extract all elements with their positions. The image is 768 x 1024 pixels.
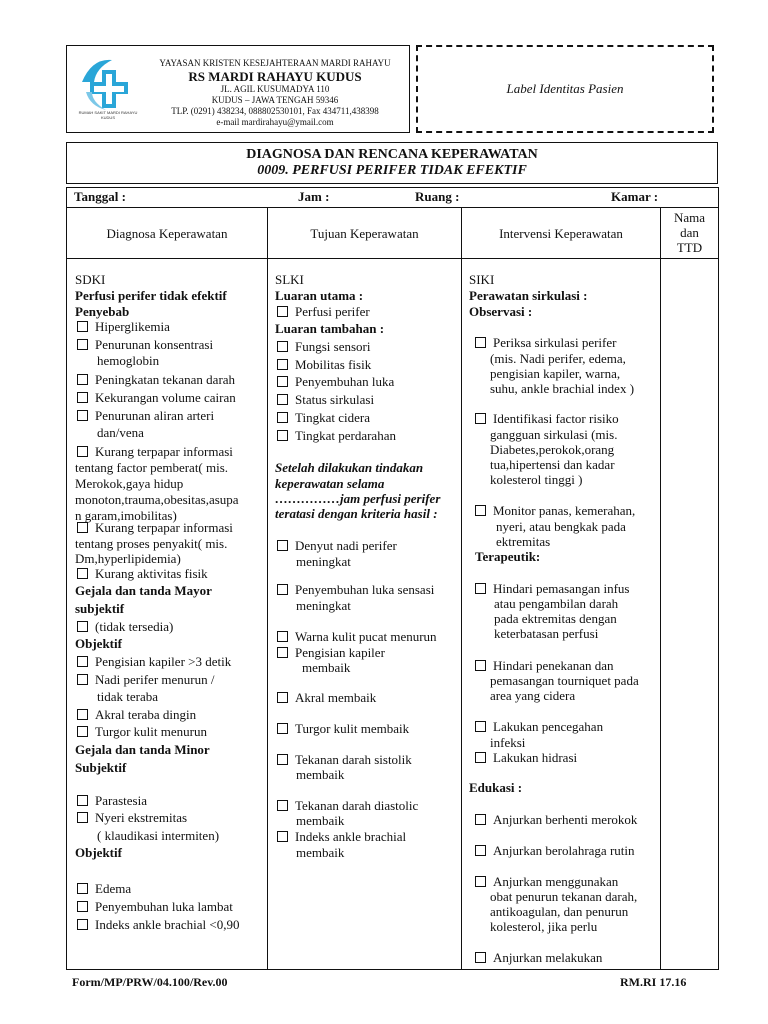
checkbox-item[interactable]: [77, 390, 236, 406]
checkbox[interactable]: [277, 376, 288, 387]
checkbox[interactable]: [277, 341, 288, 352]
checkbox-label: Warna kulit pucat menurun: [295, 629, 437, 644]
col-header-signature: [661, 210, 718, 255]
checkbox-item[interactable]: [475, 950, 602, 966]
checkbox[interactable]: [475, 952, 486, 963]
checkbox-item[interactable]: [77, 810, 187, 826]
checkbox[interactable]: [77, 522, 88, 533]
checkbox[interactable]: [277, 631, 288, 642]
checkbox-item[interactable]: [77, 917, 240, 933]
checkbox-label-cont: area yang cidera: [490, 688, 576, 703]
checkbox-item[interactable]: [77, 899, 233, 915]
checkbox-label: Anjurkan melakukan: [493, 950, 603, 965]
col-divider: [660, 207, 661, 970]
checkbox[interactable]: [77, 812, 88, 823]
checkbox-label: Tingkat perdarahan: [295, 428, 396, 443]
checkbox-label: Hindari penekanan dan: [493, 658, 614, 673]
checkbox-label: Lakukan hidrasi: [493, 750, 578, 765]
checkbox-label-cont: hemoglobin: [97, 353, 160, 368]
checkbox-item[interactable]: [77, 520, 233, 536]
checkbox-label: Fungsi sensori: [295, 339, 371, 354]
checkbox-label-cont: tentang proses penyakit( mis.: [75, 536, 228, 551]
checkbox-item[interactable]: [277, 752, 412, 768]
checkbox-label-cont: ( klaudikasi intermiten): [97, 828, 220, 843]
checkbox[interactable]: [475, 337, 486, 348]
hospital-identity: [145, 58, 405, 128]
checkbox[interactable]: [277, 692, 288, 703]
checkbox-label: Kurang aktivitas fisik: [95, 566, 208, 581]
checkbox[interactable]: [475, 876, 486, 887]
checkbox-label: Indeks ankle brachial <0,90: [95, 917, 240, 932]
checkbox-label: Kurang terpapar informasi: [95, 520, 233, 535]
checkbox-label-cont: tentang factor pemberat( mis.: [75, 460, 229, 475]
checkbox[interactable]: [77, 709, 88, 720]
col-divider: [461, 207, 462, 970]
col-header-signature-line: dan: [680, 225, 699, 240]
room-field-label[interactable]: Ruang :: [415, 189, 460, 204]
checkbox-label-cont: atau pengambilan darah: [494, 596, 619, 611]
checkbox-label: Peningkatan tekanan darah: [95, 372, 236, 387]
checkbox-label: Akral membaik: [295, 690, 377, 705]
checkbox-label-cont: membaik: [302, 660, 351, 675]
checkbox-label-cont: n garam,imobilitas): [75, 508, 177, 523]
checkbox-item[interactable]: [277, 582, 434, 598]
checkbox-label-cont: Diabetes,perokok,orang: [490, 442, 615, 457]
sdki-label: SDKI: [75, 272, 106, 287]
checkbox-label-cont: membaik: [296, 845, 345, 860]
checkbox-label-cont: gangguan sirkulasi (mis.: [490, 427, 618, 442]
checkbox-item[interactable]: [475, 581, 629, 597]
checkbox-item[interactable]: [77, 337, 213, 353]
checkbox-label-cont: meningkat: [296, 554, 351, 569]
checkbox[interactable]: [77, 656, 88, 667]
col-header-signature-line: Nama: [673, 210, 706, 225]
logo-caption: RUMAH SAKIT MARDI RAHAYU KUDUS: [78, 110, 138, 120]
checkbox-label-cont: obat penurun tekanan darah,: [490, 889, 638, 904]
checkbox-item[interactable]: [277, 721, 409, 737]
checkbox-item[interactable]: [77, 707, 196, 723]
checkbox-label: Anjurkan berolahraga rutin: [493, 843, 635, 858]
checkbox[interactable]: [77, 919, 88, 930]
goal-statement-line: keperawatan selama: [275, 476, 385, 491]
checkbox-label-cont: (mis. Nadi perifer, edema,: [490, 351, 626, 366]
luaran-tambahan-heading: Luaran tambahan :: [275, 321, 385, 336]
checkbox-item[interactable]: [277, 339, 370, 355]
checkbox-label: (tidak tersedia): [95, 619, 174, 634]
mayor-heading: Gejala dan tanda Mayor: [75, 583, 212, 598]
checkbox-label: Status sirkulasi: [295, 392, 375, 407]
checkbox-label: Anjurkan menggunakan: [493, 874, 619, 889]
checkbox-item[interactable]: [77, 672, 214, 688]
checkbox-label-cont: ektremitas: [496, 534, 551, 549]
col-header-tujuan: Tujuan Keperawatan: [310, 226, 419, 241]
observasi-heading: Observasi :: [469, 304, 533, 319]
checkbox[interactable]: [277, 584, 288, 595]
minor-subjective-heading: Subjektif: [75, 760, 127, 775]
checkbox-label: Parastesia: [95, 793, 147, 808]
date-field-label[interactable]: Tanggal :: [74, 189, 126, 204]
checkbox-label: Penyembuhan luka lambat: [95, 899, 233, 914]
checkbox-label: Pengisian kapiler: [295, 645, 385, 660]
checkbox-item[interactable]: [475, 719, 603, 735]
checkbox[interactable]: [277, 647, 288, 658]
objektif-heading: Objektif: [75, 636, 122, 651]
checkbox-item[interactable]: [77, 724, 207, 740]
objektif-heading-2: Objektif: [75, 845, 122, 860]
hospital-name: RS MARDI RAHAYU KUDUS: [188, 69, 362, 84]
checkbox[interactable]: [77, 883, 88, 894]
checkbox[interactable]: [277, 412, 288, 423]
checkbox-label-cont: infeksi: [490, 735, 526, 750]
checkbox-item[interactable]: [77, 881, 131, 897]
checkbox-label: Hiperglikemia: [95, 319, 170, 334]
checkbox-label: Anjurkan berhenti merokok: [493, 812, 638, 827]
mayor-subjective-heading: subjektif: [75, 601, 125, 616]
siki-label: SIKI: [469, 272, 495, 287]
checkbox[interactable]: [277, 394, 288, 405]
row-divider: [67, 258, 719, 259]
checkbox-label-cont: kolesterol tinggi ): [490, 472, 583, 487]
minor-heading: Gejala dan tanda Minor: [75, 742, 210, 757]
address-line-2: KUDUS – JAWA TENGAH 59346: [211, 95, 339, 105]
checkbox-item[interactable]: [277, 629, 437, 645]
checkbox-item[interactable]: [277, 798, 418, 814]
checkbox[interactable]: [277, 831, 288, 842]
checkbox[interactable]: [277, 540, 288, 551]
checkbox-label: Turgor kulit membaik: [295, 721, 410, 736]
email-line: e-mail mardirahayu@ymail.com: [216, 117, 334, 127]
checkbox-label-cont: keterbatasan perfusi: [494, 626, 599, 641]
checkbox-label: Monitor panas, kemerahan,: [493, 503, 636, 518]
checkbox[interactable]: [277, 430, 288, 441]
checkbox-item[interactable]: [277, 374, 394, 390]
checkbox-label: Akral teraba dingin: [95, 707, 197, 722]
checkbox-item[interactable]: [475, 503, 635, 519]
checkbox[interactable]: [77, 795, 88, 806]
col-header-intervensi: Intervensi Keperawatan: [499, 226, 623, 241]
perawatan-heading: Perawatan sirkulasi :: [469, 288, 588, 303]
checkbox-item[interactable]: [277, 538, 397, 554]
checkbox-item[interactable]: [277, 690, 376, 706]
checkbox-label-cont: antikoagulan, dan penurun: [490, 904, 629, 919]
checkbox-label: Tingkat cidera: [295, 410, 370, 425]
checkbox-label: Identifikasi factor risiko: [493, 411, 619, 426]
checkbox[interactable]: [77, 901, 88, 912]
checkbox-label-cont: tua,hipertensi dan kadar: [490, 457, 615, 472]
checkbox-item[interactable]: [475, 874, 618, 890]
checkbox-label: Denyut nadi perifer: [295, 538, 397, 553]
checkbox-label-cont: nyeri, atau bengkak pada: [496, 519, 626, 534]
checkbox-item[interactable]: [77, 566, 208, 582]
luaran-utama-heading: Luaran utama :: [275, 288, 364, 303]
form-title: DIAGNOSA DAN RENCANA KEPERAWATAN: [246, 147, 538, 162]
checkbox[interactable]: [77, 726, 88, 737]
foundation-name: YAYASAN KRISTEN KESEJAHTERAAN MARDI RAHAYU: [159, 58, 391, 68]
form-title-box: [66, 142, 718, 184]
checkbox[interactable]: [475, 721, 486, 732]
checkbox[interactable]: [277, 723, 288, 734]
checkbox-item[interactable]: [475, 658, 614, 674]
checkbox-label: Nadi perifer menurun /: [95, 672, 215, 687]
checkbox-item[interactable]: [77, 408, 214, 424]
checkbox-item[interactable]: [277, 428, 396, 444]
checkbox-item[interactable]: [277, 357, 371, 373]
col-divider: [267, 207, 268, 970]
checkbox[interactable]: [475, 583, 486, 594]
checkbox-label: Turgor kulit menurun: [95, 724, 207, 739]
checkbox-label: Edema: [95, 881, 132, 896]
checkbox-label-cont: Dm,hyperlipidemia): [75, 551, 181, 566]
checkbox-item[interactable]: [475, 812, 637, 828]
checkbox-label-cont: pengisian kapiler, warna,: [490, 366, 621, 381]
checkbox-item[interactable]: [277, 645, 385, 661]
col-header-diagnosa: Diagnosa Keperawatan: [106, 226, 228, 241]
checkbox-item[interactable]: [77, 444, 233, 460]
checkbox-label-cont: suhu, ankle brachial index ): [490, 381, 635, 396]
checkbox[interactable]: [77, 568, 88, 579]
checkbox-label-cont: meningkat: [296, 598, 351, 613]
checkbox-label: Penurunan konsentrasi: [95, 337, 214, 352]
checkbox-item[interactable]: [475, 335, 616, 351]
checkbox-label: Pengisian kapiler >3 detik: [95, 654, 232, 669]
checkbox[interactable]: [475, 413, 486, 424]
patient-label-box: Label Identitas Pasien: [416, 45, 714, 133]
checkbox-label: Penyembuhan luka sensasi: [295, 582, 435, 597]
checkbox-item[interactable]: [77, 619, 173, 635]
checkbox-item[interactable]: [475, 843, 635, 859]
slki-label: SLKI: [275, 272, 304, 287]
checkbox[interactable]: [77, 621, 88, 632]
checkbox-item[interactable]: [77, 793, 147, 809]
checkbox-label: Kurang terpapar informasi: [95, 444, 233, 459]
checkbox[interactable]: [77, 321, 88, 332]
checkbox-label-cont: pada ektremitas dengan: [494, 611, 617, 626]
ward-field-label[interactable]: Kamar :: [611, 189, 659, 204]
checkbox[interactable]: [277, 800, 288, 811]
checkbox-label-cont: pemasangan tourniquet pada: [490, 673, 639, 688]
checkbox[interactable]: [475, 845, 486, 856]
checkbox-label: Lakukan pencegahan: [493, 719, 604, 734]
col-header-signature-line: TTD: [676, 240, 703, 255]
checkbox[interactable]: [475, 752, 486, 763]
checkbox[interactable]: [77, 374, 88, 385]
checkbox-label: Nyeri ekstremitas: [95, 810, 188, 825]
checkbox[interactable]: [77, 339, 88, 350]
checkbox[interactable]: [475, 814, 486, 825]
checkbox-label-cont: dan/vena: [97, 425, 144, 440]
checkbox-label-cont: monoton,trauma,obesitas,asupa: [75, 492, 239, 507]
checkbox-label-cont: membaik: [296, 813, 345, 828]
checkbox-item[interactable]: [77, 372, 235, 388]
checkbox-label-cont: membaik: [296, 767, 345, 782]
diagnosis-title: Perfusi perifer tidak efektif: [75, 288, 227, 303]
phone-line: TLP. (0291) 438234, 088802530101, Fax 434711,438398: [171, 106, 379, 116]
form-subtitle: 0009. PERFUSI PERIFER TIDAK EFEKTIF: [257, 163, 527, 178]
checkbox-item[interactable]: [277, 392, 374, 408]
checkbox-item[interactable]: [475, 750, 577, 766]
checkbox-label-cont: Merokok,gaya hidup: [75, 476, 184, 491]
checkbox-label: Tekanan darah sistolik: [295, 752, 412, 767]
checkbox-item[interactable]: [277, 304, 370, 320]
checkbox-label-cont: kolesterol, jika perlu: [490, 919, 598, 934]
checkbox-label-cont: tidak teraba: [97, 689, 158, 704]
checkbox-label: Perfusi perifer: [295, 304, 370, 319]
checkbox-label: Penyembuhan luka: [295, 374, 395, 389]
checkbox[interactable]: [475, 505, 486, 516]
checkbox-label: Periksa sirkulasi perifer: [493, 335, 617, 350]
edukasi-heading: Edukasi :: [469, 780, 523, 795]
address-line-1: JL. AGIL KUSUMADYA 110: [220, 84, 330, 94]
checkbox-label: Mobilitas fisik: [295, 357, 372, 372]
checkbox-item[interactable]: [77, 654, 231, 670]
checkbox[interactable]: [77, 674, 88, 685]
row-divider: [67, 207, 719, 208]
checkbox-item[interactable]: [77, 319, 170, 335]
checkbox[interactable]: [277, 306, 288, 317]
checkbox[interactable]: [77, 392, 88, 403]
terapeutik-heading: Terapeutik:: [475, 549, 541, 564]
checkbox-label: Hindari pemasangan infus: [493, 581, 630, 596]
checkbox-item[interactable]: [475, 411, 619, 427]
checkbox[interactable]: [77, 446, 88, 457]
goal-statement-line: Setelah dilakukan tindakan: [275, 460, 424, 475]
checkbox-label: Kekurangan volume cairan: [95, 390, 236, 405]
checkbox[interactable]: [77, 410, 88, 421]
checkbox-label: Tekanan darah diastolic: [295, 798, 419, 813]
goal-statement-line: ……………jam perfusi perifer: [275, 491, 441, 506]
checkbox-item[interactable]: [277, 829, 406, 845]
penyebab-heading: Penyebab: [75, 304, 130, 319]
time-field-label[interactable]: Jam :: [298, 189, 330, 204]
hospital-logo-icon: [72, 52, 142, 116]
checkbox[interactable]: [277, 754, 288, 765]
checkbox-label: Indeks ankle brachial: [295, 829, 407, 844]
checkbox-item[interactable]: [277, 410, 370, 426]
form-code: Form/MP/PRW/04.100/Rev.00: [72, 975, 228, 989]
checkbox[interactable]: [277, 359, 288, 370]
goal-statement-line: teratasi dengan kriteria hasil :: [275, 506, 438, 521]
checkbox-label: Penurunan aliran arteri: [95, 408, 215, 423]
rm-code: RM.RI 17.16: [620, 975, 687, 989]
checkbox[interactable]: [475, 660, 486, 671]
